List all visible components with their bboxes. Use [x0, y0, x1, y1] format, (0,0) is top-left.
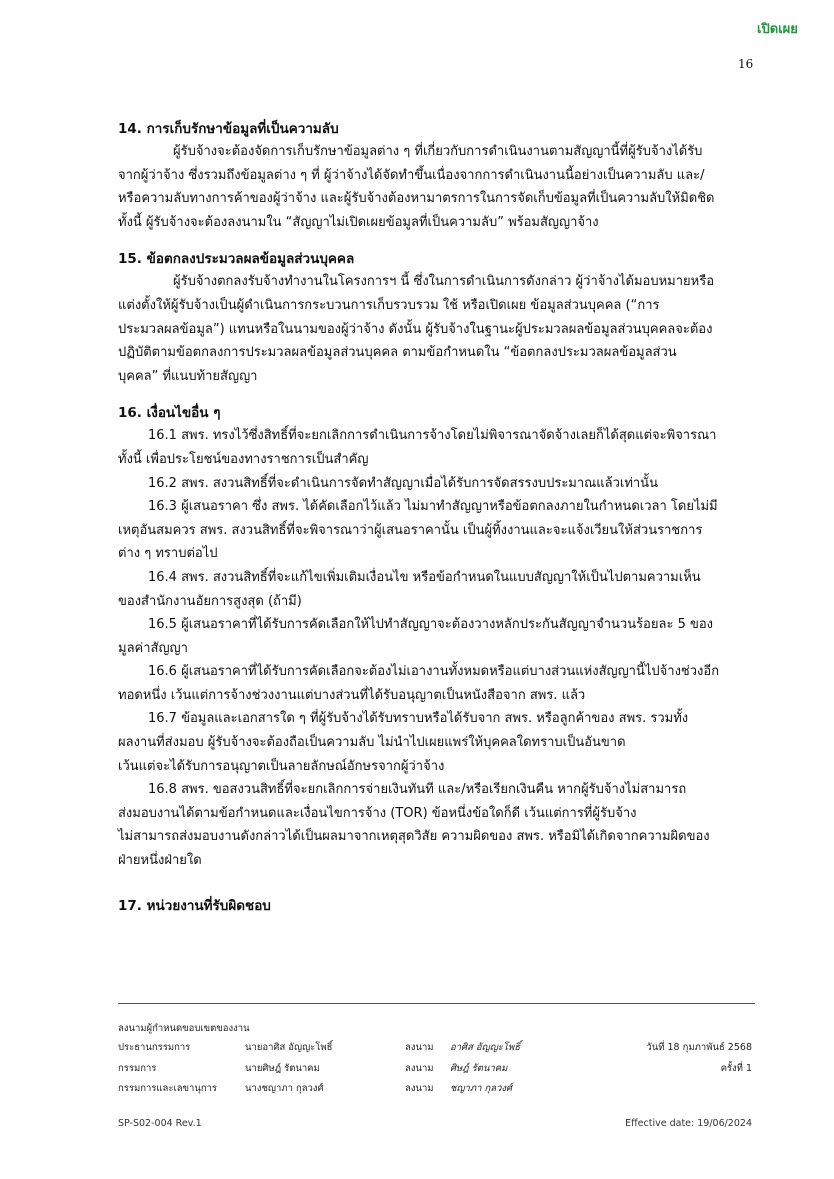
section-15 — [118, 248, 758, 388]
paragraph-line: ผู้รับจ้างจะต้องจัดการเก็บรักษาข้อมูลต่าง ๆ ที่เกี่ยวกับการดำเนินงานตามสัญญานี้ที่ผู้รับจ้างได้รับ — [173, 144, 703, 159]
section-16 — [118, 402, 758, 872]
paragraph-line: หรือความลับทางการค้าของผู้ว่าจ้าง และผู้รับจ้างต้องหามาตรการในการจัดเก็บข้อมูลที่เป็นความลับให้มิดชิด — [118, 191, 715, 207]
paragraph-line: 16.2 สพร. สงวนสิทธิ์ที่จะดำเนินการจัดทำสัญญาเมื่อได้รับการจัดสรรงบประมาณแล้วเท่านั้น — [148, 475, 658, 491]
paragraph-line: ของสำนักงานอัยการสูงสุด (ถ้ามี) — [118, 593, 302, 609]
paragraph-line: ทั้งนี้ เพื่อประโยชน์ของทางราชการเป็นสำคัญ — [118, 451, 369, 467]
signature-block-title: ลงนามผู้กำหนดขอบเขตของงาน — [118, 1023, 250, 1034]
paragraph-line: 16.8 สพร. ขอสงวนสิทธิ์ที่จะยกเลิกการจ่ายเงินทันที และ/หรือเรียกเงินคืน หากผู้รับจ้างไม่สามารถ — [148, 782, 687, 798]
document-code: SP-S02-004 Rev.1 — [118, 1118, 202, 1129]
signer-name: นายอาศิส อัญญะโพธิ์ — [245, 1042, 333, 1053]
paragraph-line: ทอดหนึ่ง เว้นแต่การจ้างช่วงงานแต่บางส่วนที่ได้รับอนุญาตเป็นหนังสือจาก สพร. แล้ว — [118, 687, 586, 703]
paragraph-line: เว้นแต่จะได้รับการอนุญาตเป็นลายลักษณ์อักษรจากผู้ว่าจ้าง — [118, 758, 445, 774]
signer-role: ประธานกรรมการ — [118, 1042, 191, 1053]
classification-label: เปิดเผย — [757, 22, 798, 37]
paragraph-line: 16.3 ผู้เสนอราคา ซึ่ง สพร. ได้คัดเลือกไว้แล้ว ไม่มาทำสัญญาหรือข้อตกลงภายในกำหนดเวลา โดยไม่มี — [148, 499, 718, 515]
signer-role: กรรมการ — [118, 1063, 157, 1074]
paragraph-line: มูลค่าสัญญา — [118, 640, 188, 656]
paragraph-line: ทั้งนี้ ผู้รับจ้างจะต้องลงนามใน “สัญญาไม่เปิดเผยข้อมูลที่เป็นความลับ” พร้อมสัญญาจ้าง — [118, 214, 599, 230]
paragraph-line: ต่าง ๆ ทราบต่อไป — [118, 546, 218, 562]
paragraph-line: 16.1 สพร. ทรงไว้ซึ่งสิทธิ์ที่จะยกเลิกการดำเนินการจ้างโดยไม่พิจารณาจัดจ้างเลยก็ได้สุดแต่จะพิจารณา — [148, 428, 717, 444]
signer-role: กรรมการและเลขานุการ — [118, 1083, 218, 1094]
section-heading: 15. ข้อตกลงประมวลผลข้อมูลส่วนบุคคล — [118, 251, 355, 268]
paragraph-line: ส่งมอบงานได้ตามข้อกำหนดและเงื่อนไขการจ้าง (TOR) ข้อหนึ่งข้อใดก็ดี เว้นแต่การที่ผู้รับจ้าง — [118, 805, 637, 821]
document-body — [118, 118, 758, 917]
paragraph-line: ฝ่ายหนึ่งฝ่ายใด — [118, 853, 202, 869]
paragraph-line: แต่งตั้งให้ผู้รับจ้างเป็นผู้ดำเนินการกระบวนการเก็บรวบรวม ใช้ หรือเปิดเผย ข้อมูลส่วนบุคคล (“การ — [118, 297, 660, 313]
paragraph-line: 16.5 ผู้เสนอราคาที่ได้รับการคัดเลือกให้ไปทำสัญญาจะต้องวางหลักประกันสัญญาจำนวนร้อยละ 5 ของ — [148, 617, 714, 633]
page-number: 16 — [738, 57, 754, 71]
signature: ศิษฎ์ รัตนาคม — [450, 1063, 508, 1074]
paragraph-line: ผลงานที่ส่งมอบ ผู้รับจ้างจะต้องถือเป็นความลับ ไม่นำไปเผยแพร่ให้บุคคลใดทราบเป็นอันขาด — [118, 735, 626, 751]
paragraph-line: 16.6 ผู้เสนอราคาที่ได้รับการคัดเลือกจะต้องไม่เอางานทั้งหมดหรือแต่บางส่วนแห่งสัญญานี้ไปจ้างช่วงอีก — [148, 664, 720, 680]
paragraph-line: ผู้รับจ้างตกลงรับจ้างทำงานในโครงการฯ นี้ ซึ่งในการดำเนินการดังกล่าว ผู้ว่าจ้างได้มอบหมายหรือ — [173, 274, 715, 290]
paragraph-line: บุคคล” ที่แนบท้ายสัญญา — [118, 368, 258, 384]
section-17-heading: 17. หน่วยงานที่รับผิดชอบ — [118, 897, 271, 914]
paragraph-line: 16.4 สพร. สงวนสิทธิ์ที่จะแก้ไขเพิ่มเติมเงื่อนไข หรือข้อกำหนดในแบบสัญญาให้เป็นไปตามความเห็น — [148, 569, 701, 585]
signer-name: นายศิษฎ์ รัตนาคม — [245, 1063, 320, 1074]
sign-label: ลงนาม — [405, 1063, 434, 1074]
sign-label: ลงนาม — [405, 1042, 434, 1053]
paragraph-line: ประมวลผลข้อมูล”) แทนหรือในนามของผู้ว่าจ้าง ดังนั้น ผู้รับจ้างในฐานะผู้ประมวลผลข้อมูลส่วนบุคคลจะต้อง — [118, 321, 713, 337]
signer-name: นางชญาภา กุลวงศ์ — [245, 1083, 324, 1094]
section-14 — [118, 118, 758, 234]
signature: อาศิส อัญญะโพธิ์ — [450, 1042, 521, 1053]
effective-date: Effective date: 19/06/2024 — [625, 1118, 752, 1129]
paragraph-line: ไม่สามารถส่งมอบงานดังกล่าวได้เป็นผลมาจากเหตุสุดวิสัย ความผิดของ สพร. หรือมิได้เกิดจากความผิดของ — [118, 829, 710, 845]
paragraph-line: เหตุอันสมควร สพร. สงวนสิทธิ์ที่จะพิจารณาว่าผู้เสนอราคานั้น เป็นผู้ทิ้งงานและจะแจ้งเวียนให้ส่วนราชการ — [118, 522, 703, 538]
revision-number: ครั้งที่ 1 — [720, 1063, 752, 1074]
footer-divider — [118, 1003, 755, 1004]
paragraph-line: จากผู้ว่าจ้าง ซึ่งรวมถึงข้อมูลต่าง ๆ ที่ ผู้ว่าจ้างได้จัดทำขึ้นเนื่องจากการดำเนินงานนี้อย่างเป็นความลับ และ/ — [118, 167, 705, 183]
sign-label: ลงนาม — [405, 1083, 434, 1094]
paragraph-line: ปฏิบัติตามข้อตกลงการประมวลผลข้อมูลส่วนบุคคล ตามข้อกำหนดใน “ข้อตกลงประมวลผลข้อมูลส่วน — [118, 345, 677, 361]
section-heading: 16. เงื่อนไขอื่น ๆ — [118, 405, 221, 422]
paragraph-line: 16.7 ข้อมูลและเอกสารใด ๆ ที่ผู้รับจ้างได้รับทราบหรือได้รับจาก สพร. หรือลูกค้าของ สพร. รวมทั้ง — [148, 711, 689, 727]
signature-date: วันที่ 18 กุมภาพันธ์ 2568 — [646, 1042, 752, 1053]
section-heading: 14. การเก็บรักษาข้อมูลที่เป็นความลับ — [118, 121, 339, 137]
signature: ชญาภา กุลวงศ์ — [450, 1083, 513, 1094]
